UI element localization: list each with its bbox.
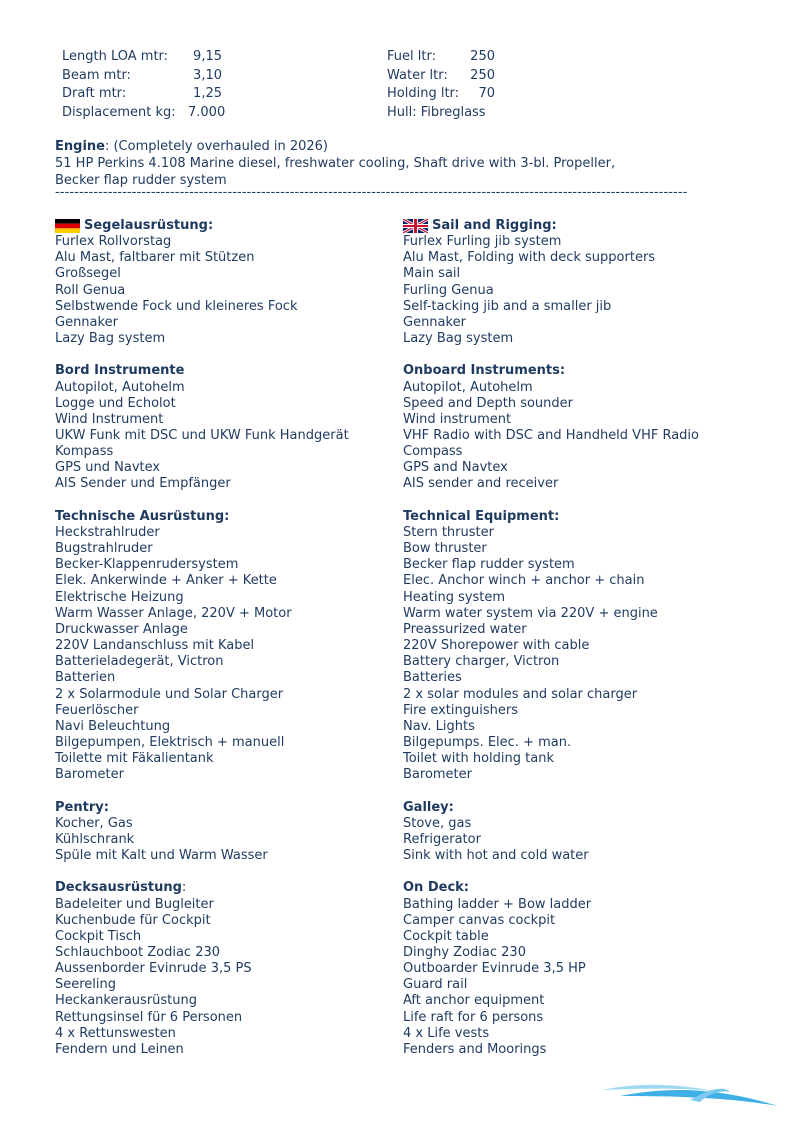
equipment-section [403,800,773,865]
spec-row [387,104,495,123]
spec-label: Hull: Fibreglass [387,104,486,120]
list-item: Self-tacking jib and a smaller jib [403,298,612,314]
list-item: Main sail [403,266,461,282]
list-item: Bathing ladder + Bow ladder [403,896,592,912]
list-item: Furlex Furling jib system [403,234,562,250]
list-item: Batterien [55,670,116,686]
list-item: Elek. Ankerwinde + Anker + Kette [55,573,277,589]
list-item: Barometer [55,767,124,783]
list-item: Selbstwende Fock und kleineres Fock [55,298,298,314]
section-title: Decksausrüstung [55,880,182,896]
spec-row [62,48,222,67]
spec-value: 7.000 [188,104,226,120]
list-item: Alu Mast, Folding with deck supporters [403,250,656,266]
equipment-section [55,800,395,865]
list-item: Heckankerausrüstung [55,993,197,1009]
spec-row [387,85,495,104]
list-item: AIS Sender und Empfänger [55,476,231,492]
list-item: Lazy Bag system [403,331,514,347]
spec-row [62,85,222,104]
list-item: Dinghy Zodiac 230 [403,944,526,960]
list-item: Bow thruster [403,541,487,557]
wave-logo [600,1078,780,1112]
divider: ------------------------------------------------------------------------------------------------------------------------------------ [55,186,688,200]
list-item: Cockpit table [403,928,489,944]
spec-value: 9,15 [193,49,222,64]
list-item: Bilgepumps. Elec. + man. [403,734,572,750]
list-item: Seereling [55,977,117,993]
equipment-section [55,509,395,784]
section-heading [403,880,773,896]
equipment-section [403,509,773,784]
list-item: Barometer [403,767,472,783]
equipment-section [403,363,773,492]
spec-label: Holding ltr: [387,86,460,101]
list-item: GPS und Navtex [55,460,161,476]
section-heading [403,363,773,379]
list-item: Stove, gas [403,815,472,831]
engine-line-2: Becker flap rudder system [55,173,227,188]
list-item: Furlex Rollvorstag [55,234,172,250]
spec-label: Draft mtr: [62,86,127,101]
list-item: Kuchenbude für Cockpit [55,912,211,928]
list-item: Großsegel [55,266,121,282]
list-item: Navi Beleuchtung [55,718,171,734]
list-item: Camper canvas cockpit [403,912,556,928]
list-item: Warm water system via 220V + engine [403,605,658,621]
spec-right [387,48,495,122]
list-item: Compass [403,444,463,460]
list-item: Alu Mast, faltbarer mit Stützen [55,250,255,266]
list-item: Nav. Lights [403,718,475,734]
equipment-section [403,218,773,347]
list-item: Cockpit Tisch [55,928,142,944]
section-heading [55,800,395,816]
list-item: Battery charger, Victron [403,654,560,670]
section-title: Bord Instrumente [55,363,185,379]
list-item: Druckwasser Anlage [55,621,188,637]
section-title-suffix: : [181,880,187,896]
section-title: Pentry: [55,799,109,815]
spec-label: Length LOA mtr: [62,49,169,64]
english-column [403,218,773,1074]
list-item: Autopilot, Autohelm [55,379,185,395]
list-item: Schlauchboot Zodiac 230 [55,944,221,960]
list-item: Preassurized water [403,621,527,637]
spec-row [62,104,226,123]
list-item: UKW Funk mit DSC und UKW Funk Handgerät [55,428,349,444]
section-heading [55,880,395,896]
section-title: Technical Equipment: [403,508,560,524]
engine-line-1: 51 HP Perkins 4.108 Marine diesel, freshwater cooling, Shaft drive with 3-bl. Propeller, [55,156,616,171]
list-item: VHF Radio with DSC and Handheld VHF Radio [403,428,699,444]
list-item: 4 x Life vests [403,1025,490,1041]
list-item: Gennaker [55,314,118,330]
section-heading [403,509,773,525]
list-item: Wind Instrument [55,411,164,427]
list-item: Autopilot, Autohelm [403,379,533,395]
list-item: AIS sender and receiver [403,476,559,492]
equipment-section [55,218,395,347]
list-item: Roll Genua [55,282,126,298]
spec-value [467,104,495,123]
list-item: Toilette mit Fäkalientank [55,751,214,767]
list-item: Wind instrument [403,411,512,427]
section-title: Sail and Rigging: [432,218,557,233]
section-title: On Deck: [403,880,469,896]
section-heading [403,800,773,816]
spec-left [62,48,226,122]
list-item: Aussenborder Evinrude 3,5 PS [55,961,252,977]
section-title: Galley: [403,799,454,815]
spec-label: Displacement kg: [62,104,176,120]
list-item: Kühlschrank [55,831,135,847]
list-item: Elektrische Heizung [55,589,184,605]
section-title: Segelausrüstung: [84,218,214,233]
list-item: Toilet with holding tank [403,751,554,767]
list-item: Bilgepumpen, Elektrisch + manuell [55,734,285,750]
list-item: 4 x Rettunswesten [55,1025,176,1041]
list-item: Lazy Bag system [55,331,166,347]
list-item: Batterieladegerät, Victron [55,654,224,670]
spec-label: Fuel ltr: [387,49,436,64]
list-item: 2 x solar modules and solar charger [403,686,638,702]
list-item: Furling Genua [403,282,494,298]
section-heading [55,363,395,379]
list-item: Stern thruster [403,524,494,540]
spec-row [62,67,222,86]
list-item: Warm Wasser Anlage, 220V + Motor [55,605,292,621]
engine-block [55,138,735,189]
german-column [55,218,395,1074]
spec-label: Water ltr: [387,67,448,83]
list-item: Fenders and Moorings [403,1041,547,1057]
list-item: Elec. Anchor winch + anchor + chain [403,573,645,589]
list-item: 2 x Solarmodule und Solar Charger [55,686,284,702]
spec-row [387,48,495,67]
list-item: Aft anchor equipment [403,993,545,1009]
list-item: Fire extinguishers [403,702,518,718]
equipment-section [55,880,395,1058]
list-item: Becker flap rudder system [403,557,575,573]
equipment-section [403,880,773,1058]
list-item: Refrigerator [403,831,481,847]
spec-value: 250 [470,49,495,64]
section-title: Technische Ausrüstung: [55,508,230,524]
list-item: Heating system [403,589,506,605]
list-item: Batteries [403,670,462,686]
engine-note: : (Completely overhauled in 2026) [104,139,328,154]
equipment-section [55,363,395,492]
list-item: Logge und Echolot [55,395,176,411]
list-item: Bugstrahlruder [55,541,153,557]
list-item: Life raft for 6 persons [403,1009,544,1025]
spec-value: 70 [478,86,495,101]
list-item: GPS and Navtex [403,460,508,476]
list-item: Becker-Klappenrudersystem [55,557,239,573]
list-item: Spüle mit Kalt und Warm Wasser [55,848,268,864]
spec-row [387,67,495,86]
germany-flag-icon [55,219,80,233]
section-heading [403,218,773,234]
spec-value: 3,10 [193,67,222,83]
list-item: Guard rail [403,977,468,993]
spec-value: 1,25 [193,86,222,101]
section-title: Onboard Instruments: [403,363,566,379]
list-item: Rettungsinsel für 6 Personen [55,1009,243,1025]
list-item: Badeleiter und Bugleiter [55,896,214,912]
section-heading [55,509,395,525]
list-item: Fendern und Leinen [55,1041,184,1057]
list-item: 220V Shorepower with cable [403,638,590,654]
list-item: Kompass [55,444,114,460]
engine-title: Engine [55,139,105,154]
section-heading [55,218,395,234]
list-item: 220V Landanschluss mit Kabel [55,638,255,654]
list-item: Speed and Depth sounder [403,395,574,411]
spec-label: Beam mtr: [62,67,131,83]
list-item: Kocher, Gas [55,815,133,831]
list-item: Outboarder Evinrude 3,5 HP [403,961,586,977]
uk-flag-icon [403,219,428,233]
list-item: Feuerlöscher [55,702,139,718]
spec-value: 250 [470,67,495,83]
list-item: Heckstrahlruder [55,524,160,540]
list-item: Sink with hot and cold water [403,848,589,864]
list-item: Gennaker [403,314,466,330]
